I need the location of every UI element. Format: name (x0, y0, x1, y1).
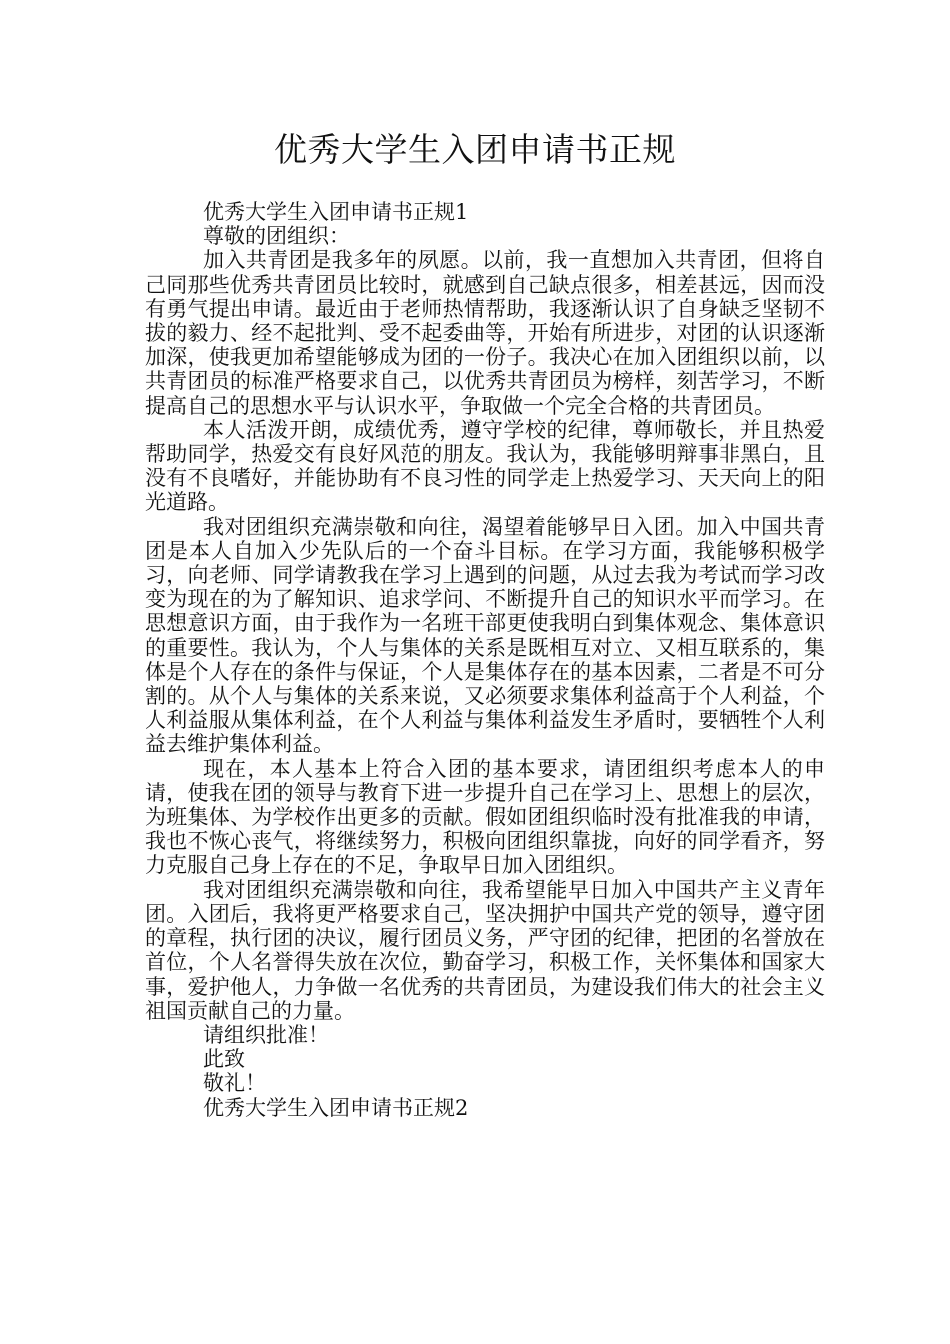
section-heading-1: 优秀大学生入团申请书正规1 (203, 200, 469, 224)
section-heading-2: 优秀大学生入团申请书正规2 (203, 1095, 469, 1120)
paragraph-1: 加入共青团是我多年的夙愿。以前，我一直想加入共青团，但将自己同那些优秀共青团员比较时，就感到自己缺点很多，相差甚远，因而没有勇气提出申请。最近由于老师热情帮助，我逐渐认识了自身缺乏坚韧不拔的毅力、经不起批判、受不起委曲等，开始有所进步，对团的认识逐渐加深，使我更加希望能够成为团的一份子。我决心在加入团组织以前，以共青团员的标准严格要求自己，以优秀共青团员为榜样，刻苦学习，不断提高自己的思想水平与认识水平，争取做一个完全合格的共青团员。 (145, 248, 825, 418)
paragraph-2: 本人活泼开朗，成绩优秀，遵守学校的纪律，尊师敬长，并且热爱帮助同学，热爱交有良好风范的朋友。我认为，我能够明辩事非黑白，且没有不良嗜好，并能协助有不良习性的同学走上热爱学习、天天向上的阳光道路。 (145, 417, 825, 515)
paragraph-5: 我对团组织充满崇敬和向往，我希望能早日加入中国共产主义青年团。入团后，我将更严格要求自己，坚决拥护中国共产党的领导，遵守团的章程，执行团的决议，履行团员义务，严守团的纪律，把团的名誉放在首位，个人名誉得失放在次位，勤奋学习，积极工作，关怀集体和国家大事，爱护他人，力争做一名优秀的共青团员，为建设我们伟大的社会主义祖国贡献自己的力量。 (145, 877, 825, 1023)
paragraph-4: 现在，本人基本上符合入团的基本要求，请团组织考虑本人的申请，使我在团的领导与教育下进一步提升自己在学习上、思想上的层次，为班集体、为学校作出更多的贡献。假如团组织临时没有批准我的申请，我也不恢心丧气，将继续努力，积极向团组织靠拢，向好的同学看齐，努力克服自己身上存在的不足，争取早日加入团组织。 (145, 756, 825, 878)
salutation: 尊敬的团组织： (203, 224, 350, 249)
closing-request: 请组织批准！ (203, 1022, 329, 1047)
closing-jingli: 敬礼！ (203, 1071, 266, 1096)
closing-ci: 此致 (203, 1047, 245, 1072)
paragraph-3: 我对团组织充满崇敬和向往，渴望着能够早日入团。加入中国共青团是本人自加入少先队后的一个奋斗目标。在学习方面，我能够积极学习，向老师、同学请教我在学习上遇到的问题，从过去我为考试而学习改变为现在的为了解知识、追求学问、不断提升自己的知识水平而学习。在思想意识方面，由于我作为一名班干部更使我明白到集体观念、集体意识的重要性。我认为，个人与集体的关系是既相互对立、又相互联系的，集体是个人存在的条件与保证，个人是集体存在的基本因素，二者是不可分割的。从个人与集体的关系来说，又必须要求集体利益高于个人利益，个人利益服从集体利益，在个人利益与集体利益发生矛盾时，要牺牲个人利益去维护集体利益。 (145, 514, 825, 757)
document-body (145, 200, 825, 1120)
document-title: 优秀大学生入团申请书正规 (274, 130, 676, 169)
